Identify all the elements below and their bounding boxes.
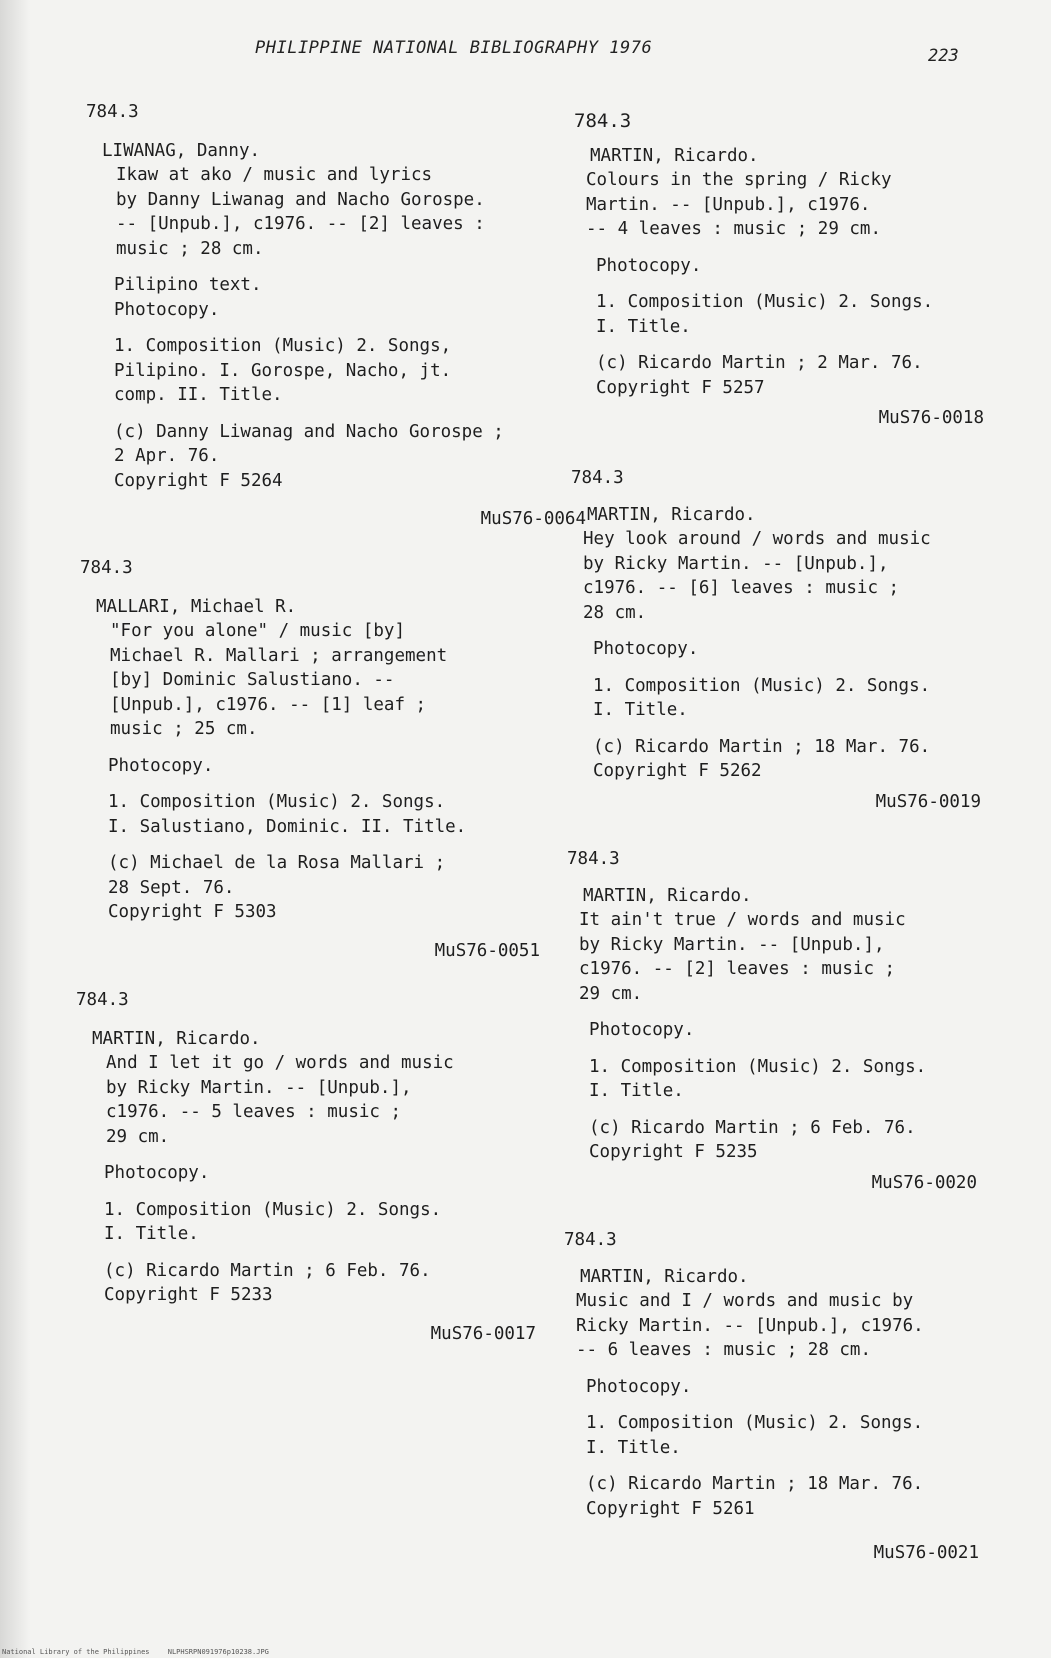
copyright-statement: (c) Michael de la Rosa Mallari ; 28 Sept. 76. [108,853,446,898]
notes: Pilipino text. Photocopy. [114,275,262,320]
control-number: MuS76-0019 [875,791,981,812]
notes: Photocopy. [596,255,702,276]
class-number: 784.3 [76,990,129,1010]
bibliography-entry [86,100,586,532]
running-header-title: PHILIPPINE NATIONAL BIBLIOGRAPHY 1976 [255,38,653,58]
copyright-statement: (c) Ricardo Martin ; 2 Mar. 76. [596,353,923,373]
author-heading: LIWANAG, Danny. [102,140,261,161]
page-edge-shadow [0,0,30,1658]
control-number: MuS76-0018 [878,408,984,428]
tracings: 1. Composition (Music) 2. Songs. I. Salustiano, Dominic. II. Title. [108,792,467,837]
copyright-statement: (c) Danny Liwanag and Nacho Gorospe ; 2 Apr. 76. [114,421,504,466]
footer-institution: National Library of the Philippines [2,1648,150,1656]
author-heading: MALLARI, Michael R. [96,596,297,617]
author-heading: MARTIN, Ricardo. [583,885,752,906]
copyright-statement: (c) Ricardo Martin ; 18 Mar. 76. [593,736,931,757]
bibliography-entry [80,556,550,963]
class-number: 784.3 [86,102,139,122]
copyright-statement: (c) Ricardo Martin ; 6 Feb. 76. [104,1260,431,1281]
copyright-registration: Copyright F 5261 [586,1498,755,1519]
bibliography-entry [571,466,991,814]
tracings: 1. Composition (Music) 2. Songs, Pilipino. I. Gorospe, Nacho, jt. comp. II. Title. [114,336,452,405]
copyright-registration: Copyright F 5262 [593,761,762,781]
bibliography-entry [574,109,994,431]
description: And I let it go / words and music by Ricky Martin. -- [Unpub.], c1976. -- 5 leaves : music ; 29 cm. [106,1053,454,1147]
notes: Photocopy. [104,1163,210,1183]
control-number: MuS76-0064 [480,509,586,529]
tracings: 1. Composition (Music) 2. Songs. I. Title. [104,1199,442,1244]
description: Colours in the spring / Ricky Martin. -- [Unpub.], c1976. -- 4 leaves : music ; 29 cm. [586,170,892,239]
class-number: 784.3 [567,849,620,869]
class-number: 784.3 [571,468,624,488]
copyright-registration: Copyright F 5235 [589,1142,758,1162]
description: Hey look around / words and music by Ricky Martin. -- [Unpub.], c1976. -- [6] leaves : music ; 28 cm. [583,529,931,623]
class-number: 784.3 [564,1230,617,1250]
notes: Photocopy. [108,755,214,776]
copyright-registration: Copyright F 5303 [108,902,277,922]
control-number: MuS76-0051 [434,940,540,961]
notes: Photocopy. [586,1376,692,1397]
copyright-registration: Copyright F 5264 [114,470,283,491]
control-number: MuS76-0021 [873,1543,979,1563]
author-heading: MARTIN, Ricardo. [580,1266,749,1287]
author-heading: MARTIN, Ricardo. [587,504,756,525]
copyright-statement: (c) Ricardo Martin ; 18 Mar. 76. [586,1474,924,1494]
author-heading: MARTIN, Ricardo. [590,145,759,166]
description: "For you alone" / music [by] Michael R. Mallari ; arrangement [by] Dominic Salustiano. -- [Unpub.], c1976. -- [1] leaf ; music ; 25 cm. [110,621,448,739]
scan-footer [2,1648,269,1656]
tracings: 1. Composition (Music) 2. Songs. I. Title. [596,292,934,337]
bibliography-entry [567,847,987,1195]
copyright-registration: Copyright F 5233 [104,1285,273,1305]
copyright-statement: (c) Ricardo Martin ; 6 Feb. 76. [589,1117,916,1138]
control-number: MuS76-0017 [430,1323,536,1344]
footer-filename: NLPHSRPN091976p10238.JPG [167,1648,269,1656]
class-number: 784.3 [574,110,632,132]
notes: Photocopy. [589,1020,695,1040]
tracings: 1. Composition (Music) 2. Songs. I. Title. [593,675,931,720]
description: Ikaw at ako / music and lyrics by Danny Liwanag and Nacho Gorospe. -- [Unpub.], c1976. -- [2] leaves : music ; 28 cm. [116,165,485,259]
bibliography-entry [76,988,546,1346]
tracings: 1. Composition (Music) 2. Songs. I. Title. [589,1056,927,1101]
description: Music and I / words and music by Ricky Martin. -- [Unpub.], c1976. -- 6 leaves : music ; 28 cm. [576,1291,924,1360]
tracings: 1. Composition (Music) 2. Songs. I. Title. [586,1413,924,1458]
author-heading: MARTIN, Ricardo. [92,1028,261,1049]
bibliography-entry [564,1228,989,1566]
description: It ain't true / words and music by Ricky Martin. -- [Unpub.], c1976. -- [2] leaves : music ; 29 cm. [579,910,906,1004]
class-number: 784.3 [80,558,133,578]
copyright-registration: Copyright F 5257 [596,377,765,398]
page-number: 223 [928,46,959,66]
notes: Photocopy. [593,639,699,659]
control-number: MuS76-0020 [871,1172,977,1193]
